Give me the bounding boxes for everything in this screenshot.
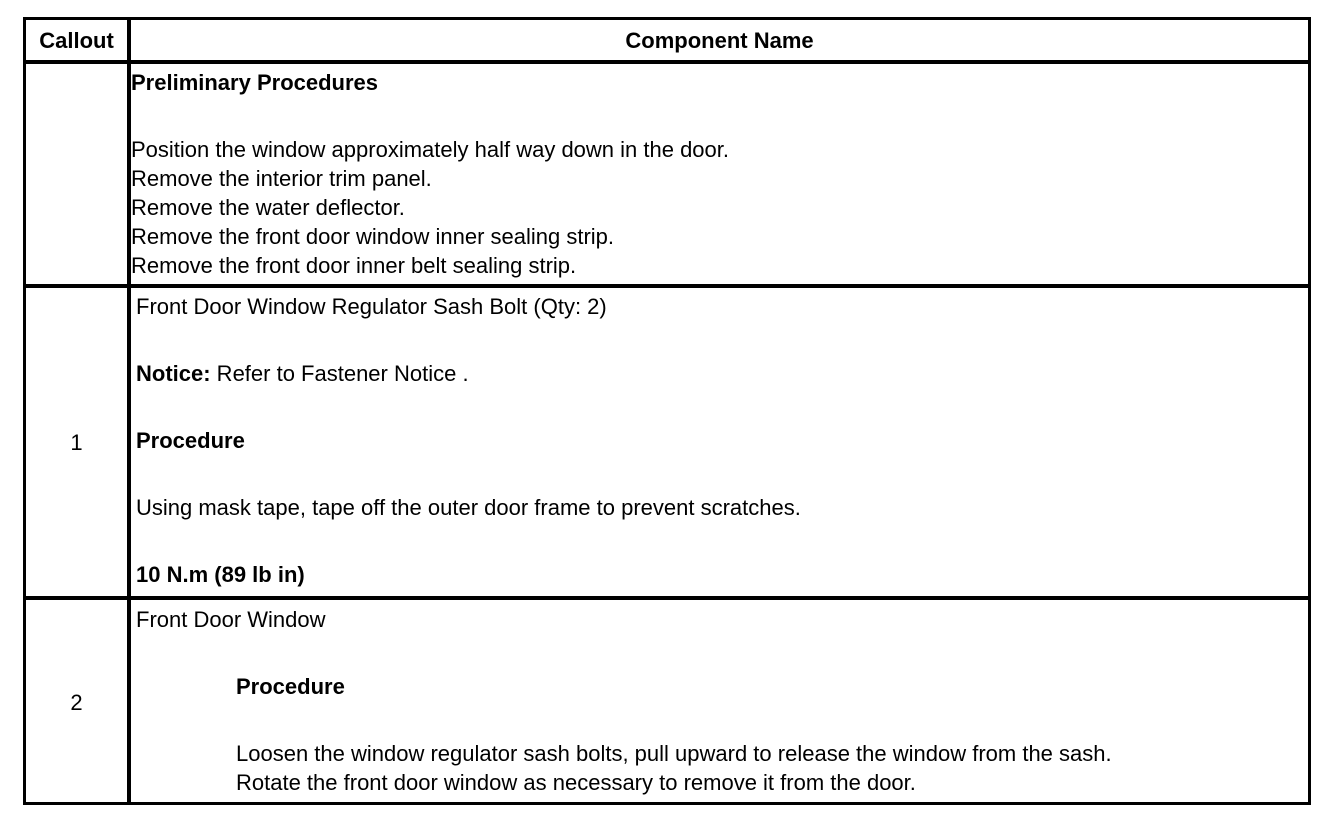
row-2-content — [136, 605, 326, 672]
prelim-step: Remove the front door window inner sealing strip. — [131, 224, 615, 249]
row-1-content — [136, 292, 801, 589]
header-divider — [26, 60, 1308, 64]
row-2-procedure — [236, 672, 1112, 797]
prelim-step: Remove the front door inner belt sealing strip. — [131, 253, 577, 278]
notice-label: Notice: — [136, 361, 211, 386]
row-divider-1 — [26, 284, 1308, 288]
notice-line — [136, 359, 801, 388]
callout-1: 1 — [70, 430, 83, 455]
procedure-label: Procedure — [136, 428, 245, 453]
component-name: Front Door Window — [136, 607, 326, 632]
prelim-step: Remove the interior trim panel. — [131, 166, 432, 191]
prelim-step: Remove the water deflector. — [131, 195, 405, 220]
procedure-table — [23, 17, 1311, 805]
header-component-name: Component Name — [625, 28, 814, 53]
notice-text: Refer to Fastener Notice . — [210, 361, 469, 386]
preliminary-title: Preliminary Procedures — [131, 70, 379, 95]
callout-2: 2 — [70, 690, 83, 715]
procedure-step: Rotate the front door window as necessary to remove it from the door. — [236, 770, 916, 795]
procedure-step: Loosen the window regulator sash bolts, pull upward to release the window from the sash. — [236, 741, 1112, 766]
preliminary-section — [131, 68, 729, 280]
prelim-step: Position the window approximately half way down in the door. — [131, 137, 730, 162]
torque-spec: 10 N.m (89 lb in) — [136, 562, 305, 587]
component-name: Front Door Window Regulator Sash Bolt (Qty: 2) — [136, 294, 607, 319]
procedure-label: Procedure — [236, 674, 345, 699]
row-divider-2 — [26, 596, 1308, 600]
procedure-text: Using mask tape, tape off the outer door frame to prevent scratches. — [136, 495, 801, 520]
header-callout: Callout — [39, 28, 114, 53]
